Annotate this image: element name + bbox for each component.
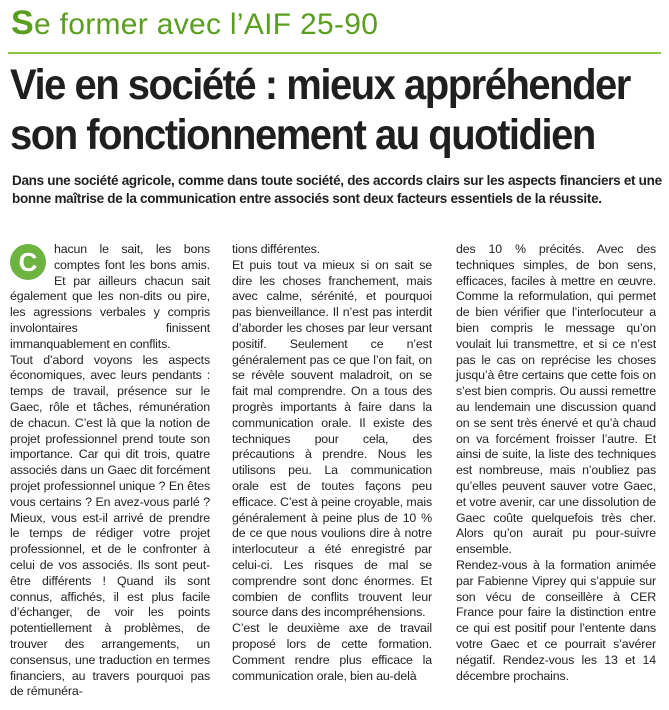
- article-lead: Dans une société agricole, comme dans toute société, des accords clairs sur les aspects financiers et une bonne maîtrise de la communication entre associés sont deux facteurs essentiels de la réussite.: [12, 173, 662, 206]
- paragraph: des 10 % précités. Avec des techniques simples, de bon sens, efficaces, faciles à mettre en œuvre. Comme la reformulation, qui permet de bien vérifier que l’interlocuteur a bien compris le message qu’on voulait lui transmettre, et si ce n’est pas le cas on reprécise les choses jusqu’à être certains que cette fois on s’est bien compris. Ou aussi remettre au lendemain une discussion quand on se sent très énervé et qu’à chaud on va forcément froisser l’autre. Et ainsi de suite, la liste des techniques est nombreuse, mais n’oubliez pas qu’elles peuvent sauver votre Gaec, et votre avenir, car une dissolution de Gaec coûte quelquefois très cher. Alors qu’on aurait pu pour-suivre ensemble.: [456, 242, 656, 557]
- headline-line-1: Vie en société : mieux appréhender: [10, 61, 630, 109]
- paragraph: hacun le sait, les bons comptes font les bons amis. Et par ailleurs chacun sait également que les non-dits ou pire, les agressions verbales y compris involontaires finissent immanquablement en conflits.: [10, 242, 210, 351]
- paragraph: C’est le deuxième axe de travail proposé lors de cette formation. Comment rendre plus efficace la communication orale, bien au-delà: [232, 621, 432, 683]
- headline-line-2: son fonctionnement au quotidien: [10, 111, 595, 159]
- paragraph: Rendez-vous à la formation animée par Fabienne Viprey qui s’appuie sur son vécu de conseillère à CER France pour faire la distinction entre ce qui est positif pour l’entente dans votre Gaec et ce pourrait s’avérer négatif. Rendez-vous les 13 et 14 décembre prochains.: [456, 557, 656, 683]
- article-column-3: [456, 242, 656, 684]
- header-rule: [8, 52, 661, 54]
- section-kicker: [11, 4, 378, 43]
- paragraph: tions différentes.: [232, 242, 320, 256]
- paragraph: Tout d’abord voyons les aspects économiques, avec leurs pendants : temps de travail, présence sur le Gaec, rôle et tâches, rémunération de chacun. C’est là que la notion de projet professionnel prend toute son importance. Car qui dit trois, quatre associés dans un Gaec dit forcément projet professionnel unique ? En êtes vous certains ? En avez-vous parlé ? Mieux, vous est-il arrivé de prendre le temps de rédiger votre projet professionnel, et de le confronter à celui de vos associés. Ils sont peut-être différents ! Quand ils sont connus, affichés, il est plus facile d’échanger, de voir les points potentiellement à problèmes, de trouver des arrangements, un consensus, une traduction en termes financiers, au travers pourquoi pas de rémunéra-: [10, 352, 210, 699]
- article-column-2: [232, 242, 432, 684]
- drop-cap: C: [10, 244, 46, 280]
- paragraph: Et puis tout va mieux si on sait se dire les choses franchement, mais avec calme, sérénité, et pourquoi pas bienveillance. Il n’est pas interdit d’aborder les choses par leur versant positif. Seulement ce n’est généralement pas ce que l’on fait, on se révèle souvent maladroit, on se fait mal comprendre. On a tous des progrès importants à faire dans la communication orale. Il existe des techniques pour cela, des précautions à prendre. Nous les utilisons peu. La communication orale est de toutes façons peu efficace. C’est à peine croyable, mais généralement à peine plus de 10 % de ce que nous voulions dire à notre interlocuteur a été enregistré par celui-ci. Les risques de mal se comprendre sont donc énormes. Et combien de conflits trouvent leur source dans des incompréhensions.: [232, 257, 432, 620]
- article-column-1: [10, 242, 210, 700]
- kicker-text: e former avec l’AIF 25-90: [33, 8, 379, 41]
- article-headline: [10, 60, 630, 160]
- kicker-initial: S: [11, 4, 34, 42]
